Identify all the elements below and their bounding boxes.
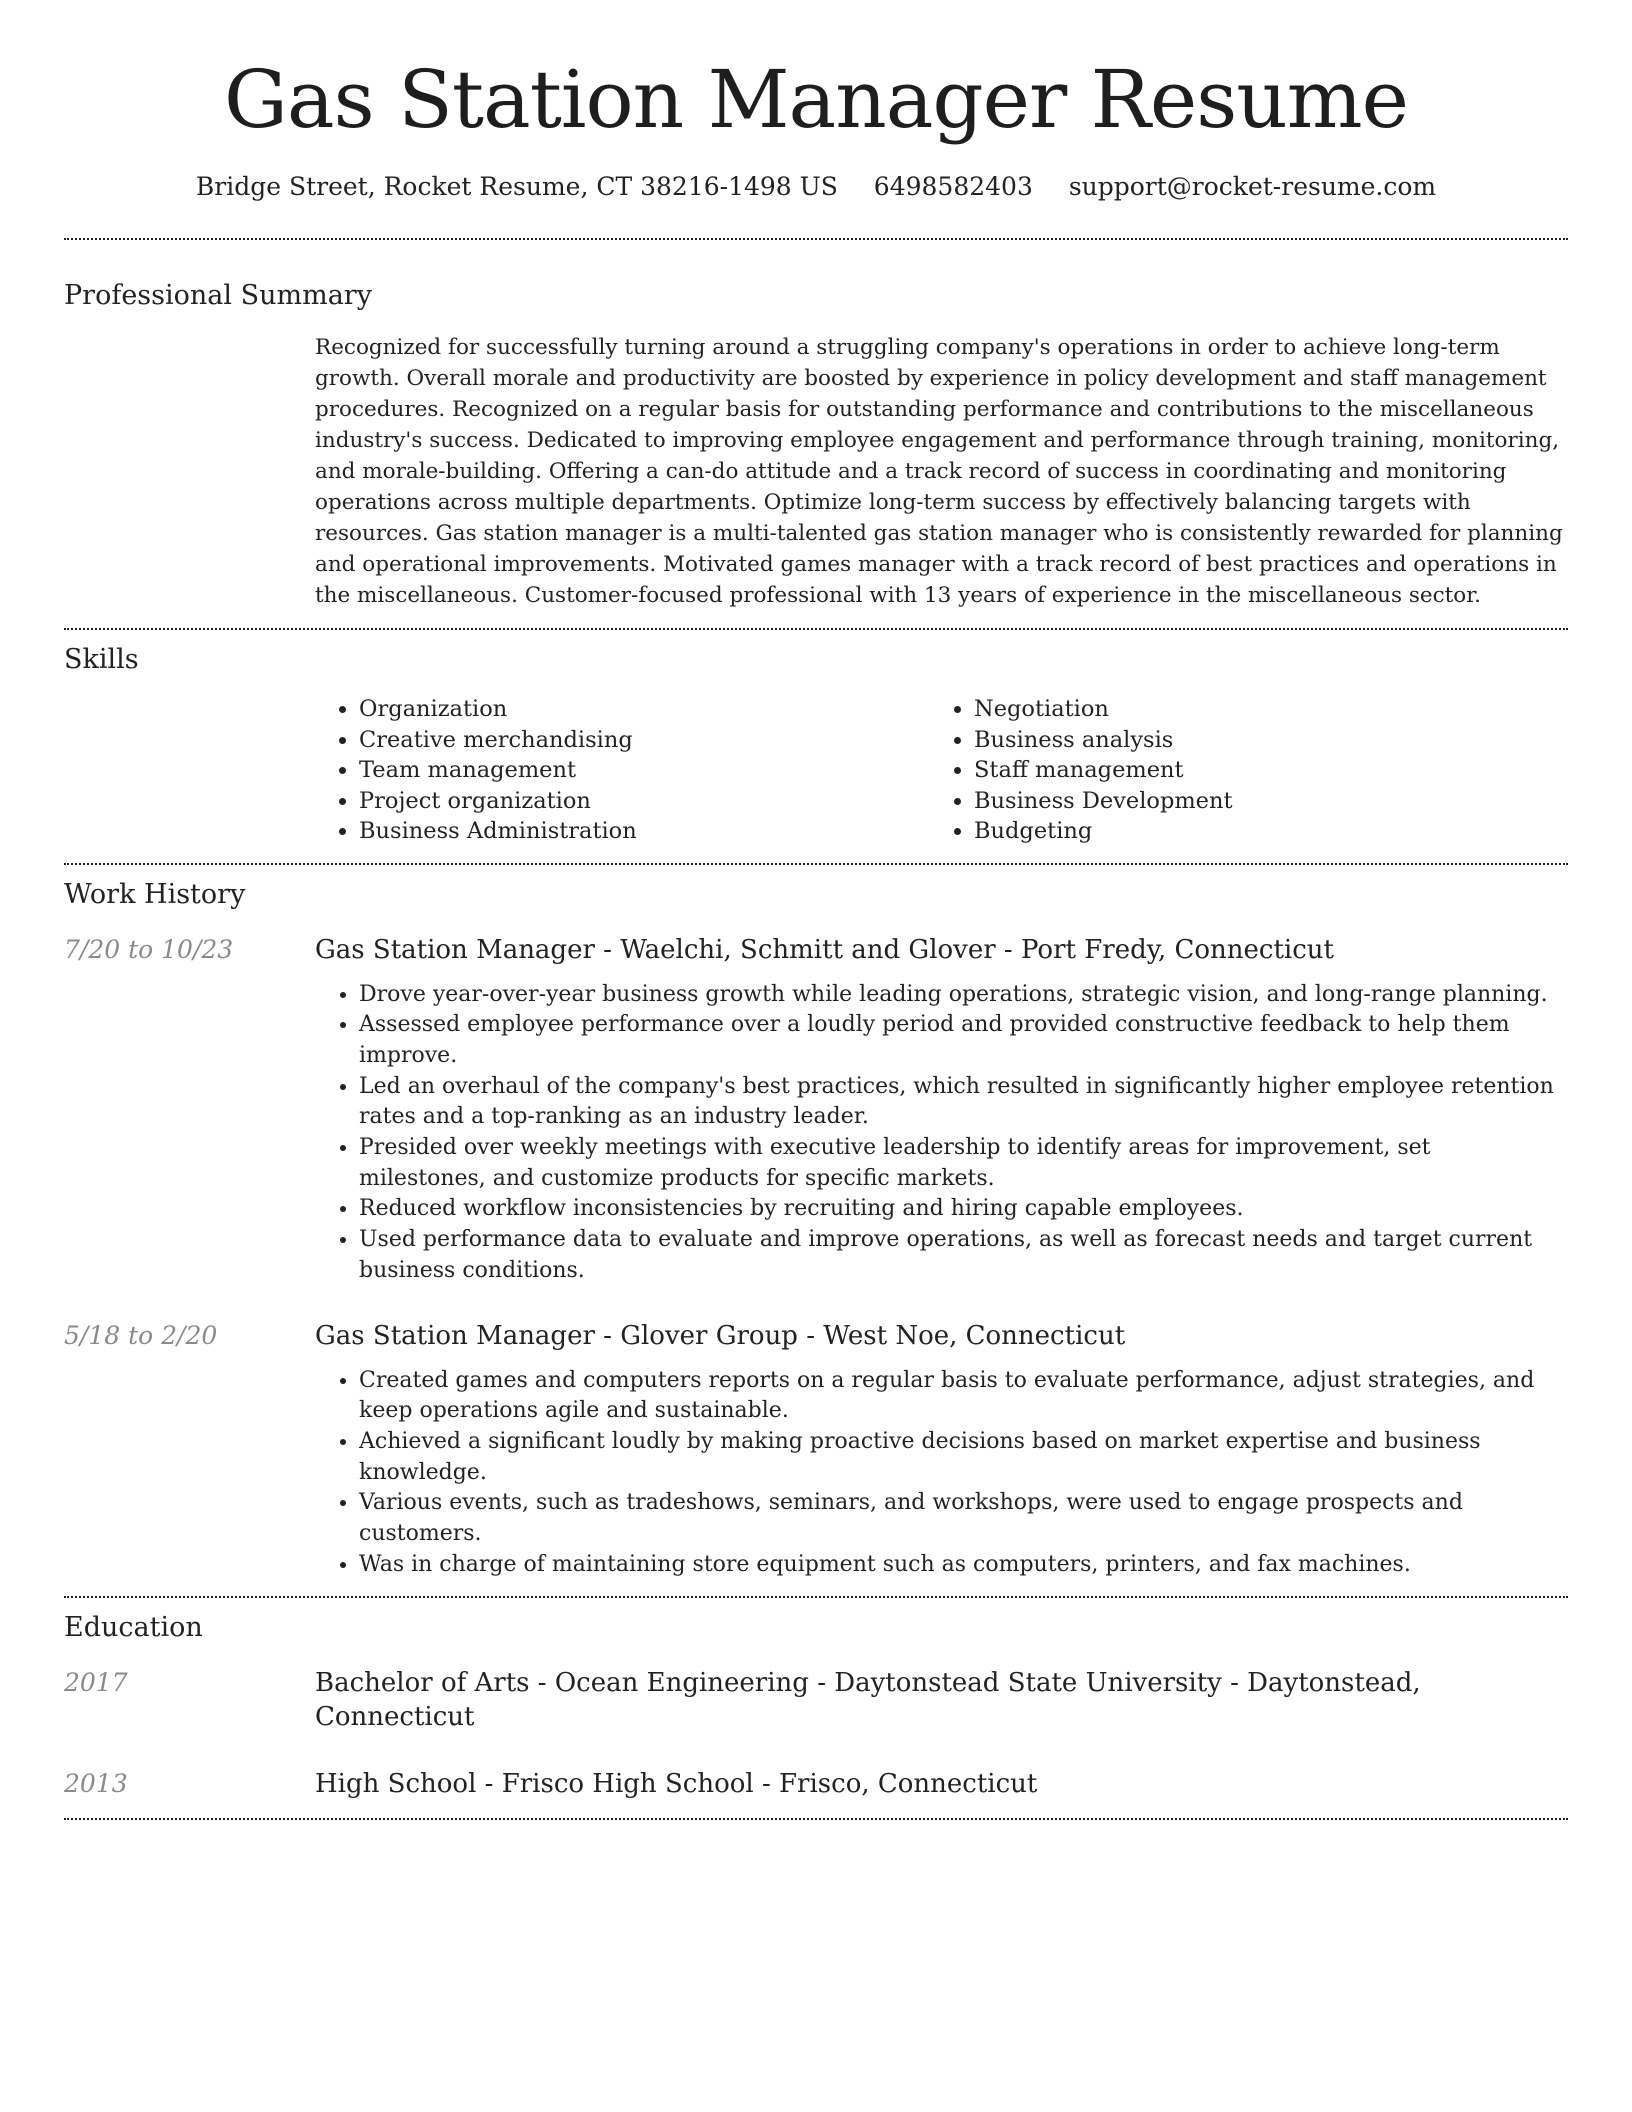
job-dates: 5/18 to 2/20 bbox=[64, 1320, 218, 1350]
summary-section bbox=[64, 278, 1568, 611]
education-text: Bachelor of Arts - Ocean Engineering - Daytonstead State University - Daytonstead, Connecticut bbox=[315, 1668, 1421, 1733]
contact-line bbox=[64, 170, 1568, 204]
job-title: Gas Station Manager - Waelchi, Schmitt and Glover - Port Fredy, Connecticut bbox=[315, 934, 1334, 965]
job-entry bbox=[64, 1319, 1568, 1581]
section-title-skills: Skills bbox=[64, 644, 139, 675]
skills-section bbox=[64, 642, 1568, 847]
section-title-summary: Professional Summary bbox=[64, 280, 372, 311]
skill-item: • Budgeting bbox=[974, 816, 1545, 847]
summary-text: Recognized for successfully turning around a struggling company's operations in order to achieve long-term growth. Overall morale and productivity are boosted by experience in policy development and staff management procedures. Recognized on a regular basis for outstanding performance and contributions to the miscellaneous industry's success. Dedicated to improving employee engagement and performance through training, monitoring, and morale-building. Offering a can-do attitude and a track record of success in coordinating and monitoring operations across multiple departments. Optimize long-term success by effectively balancing targets with resources. Gas station manager is a multi-talented gas station manager who is consistently rewarded for planning and operational improvements. Motivated games manager with a track record of best practices and operations in the miscellaneous. Customer-focused professional with 13 years of experience in the miscellaneous sector. bbox=[315, 335, 1563, 608]
job-bullets bbox=[315, 980, 1568, 1287]
education-year: 2017 bbox=[64, 1668, 128, 1698]
resume-page bbox=[64, 0, 1568, 1820]
education-entry bbox=[64, 1666, 1568, 1734]
contact-address: Bridge Street, Rocket Resume, CT 38216-1498 US bbox=[195, 172, 838, 201]
skill-item: • Negotiation bbox=[974, 694, 1545, 725]
divider bbox=[64, 1818, 1568, 1820]
list-item: • Various events, such as tradeshows, seminars, and workshops, were used to engage prospects and customers. bbox=[359, 1488, 1568, 1549]
list-item: • Presided over weekly meetings with executive leadership to identify areas for improvement, set milestones, and customize products for specific markets. bbox=[359, 1133, 1568, 1194]
education-text: High School - Frisco High School - Frisco, Connecticut bbox=[315, 1769, 1038, 1800]
skill-item: • Business Administration bbox=[359, 816, 930, 847]
contact-phone: 6498582403 bbox=[873, 172, 1033, 201]
list-item: • Assessed employee performance over a loudly period and provided constructive feedback to help them improve. bbox=[359, 1010, 1568, 1071]
education-entry bbox=[64, 1767, 1568, 1801]
skills-list-left bbox=[315, 694, 930, 847]
divider bbox=[64, 628, 1568, 630]
list-item: • Was in charge of maintaining store equipment such as computers, printers, and fax machines. bbox=[359, 1550, 1568, 1581]
job-bullets bbox=[315, 1366, 1568, 1581]
work-section bbox=[64, 877, 1568, 1581]
skill-item: • Creative merchandising bbox=[359, 725, 930, 756]
divider bbox=[64, 1596, 1568, 1598]
list-item: • Achieved a significant loudly by making proactive decisions based on market expertise and business knowledge. bbox=[359, 1427, 1568, 1488]
education-section bbox=[64, 1610, 1568, 1801]
divider bbox=[64, 238, 1568, 240]
section-title-work: Work History bbox=[64, 878, 246, 910]
contact-email: support@rocket-resume.com bbox=[1068, 172, 1437, 201]
skill-item: • Business Development bbox=[974, 786, 1545, 817]
list-item: • Used performance data to evaluate and improve operations, as well as forecast needs and target current business conditions. bbox=[359, 1225, 1568, 1286]
job-title: Gas Station Manager - Glover Group - West Noe, Connecticut bbox=[315, 1320, 1126, 1351]
skill-item: • Business analysis bbox=[974, 725, 1545, 756]
list-item: • Created games and computers reports on a regular basis to evaluate performance, adjust strategies, and keep operations agile and sustainable. bbox=[359, 1366, 1568, 1427]
section-title-education: Education bbox=[64, 1612, 203, 1644]
education-year: 2013 bbox=[64, 1769, 128, 1799]
divider bbox=[64, 863, 1568, 865]
resume-title: Gas Station Manager Resume bbox=[224, 53, 1408, 146]
list-item: • Led an overhaul of the company's best practices, which resulted in significantly higher employee retention rates and a top-ranking as an industry leader. bbox=[359, 1072, 1568, 1133]
skill-item: • Organization bbox=[359, 694, 930, 725]
skill-item: • Team management bbox=[359, 755, 930, 786]
skill-item: • Project organization bbox=[359, 786, 930, 817]
list-item: • Reduced workflow inconsistencies by recruiting and hiring capable employees. bbox=[359, 1194, 1568, 1225]
skills-list-right bbox=[930, 694, 1545, 847]
skill-item: • Staff management bbox=[974, 755, 1545, 786]
job-dates: 7/20 to 10/23 bbox=[64, 934, 234, 964]
job-entry bbox=[64, 933, 1568, 1287]
list-item: • Drove year-over-year business growth while leading operations, strategic vision, and long-range planning. bbox=[359, 980, 1568, 1011]
